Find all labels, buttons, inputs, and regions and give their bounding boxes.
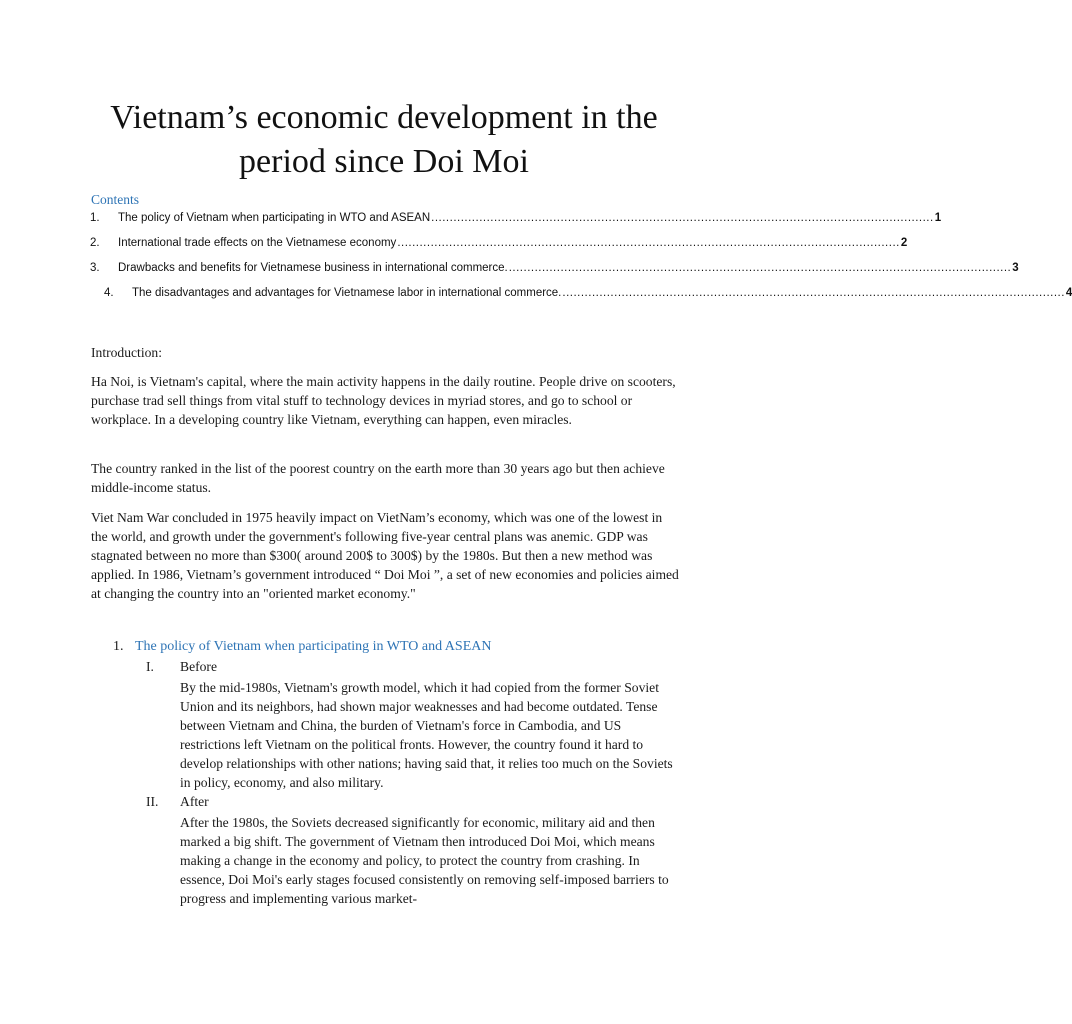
- toc-entry-text: International trade effects on the Vietnamese economy: [118, 237, 397, 249]
- document-title: Vietnam’s economic development in the period since Doi Moi: [110, 99, 658, 180]
- toc-entry-text: Drawbacks and benefits for Vietnamese business in international commerce.: [118, 262, 508, 274]
- intro-paragraph: Ha Noi, is Vietnam's capital, where the main activity happens in the daily routine. People drive on scooters, purchase trad sell things from vital stuff to technology devices in myriad stores, and go to school or workplace. In a developing country like Vietnam, everything can happen, even miracles.: [91, 374, 676, 427]
- subsection-number: II.: [146, 794, 159, 809]
- toc-entry[interactable]: [104, 287, 1072, 299]
- toc-entry-text: The policy of Vietnam when participating in WTO and ASEAN: [118, 212, 431, 224]
- subsection-paragraph: After the 1980s, the Soviets decreased significantly for economic, military aid and then marked a big shift. The government of Vietnam then introduced Doi Moi, which means making a change in the economy and policy, to protect the country from crashing. In essence, Doi Moi's early stages focused consistently on removing self-imposed barriers to progress and implementing various market-: [180, 815, 669, 906]
- toc-entry-number: 3.: [90, 262, 100, 274]
- toc-entry-number: 2.: [90, 237, 100, 249]
- subsection-title: Before: [180, 659, 217, 674]
- toc-entry-page: 4: [1065, 287, 1072, 299]
- intro-heading: Introduction:: [91, 345, 162, 360]
- section-number: 1.: [113, 639, 124, 654]
- toc-leader-dots: ........................................................................................................................................: [508, 262, 1012, 274]
- toc-entry-text: The disadvantages and advantages for Vietnamese labor in international commerce.: [132, 287, 562, 299]
- toc-leader-dots: ........................................................................................................................................: [431, 212, 934, 224]
- subsection-title: After: [180, 794, 209, 809]
- subsection-number: I.: [146, 659, 154, 674]
- subsection-paragraph: By the mid-1980s, Vietnam's growth model, which it had copied from the former Soviet Union and its neighbors, had shown major weaknesses and had become outdated. Tense between Vietnam and China, the burden of Vietnam's force in Cambodia, and US restrictions left Vietnam on the political fronts. However, the country found it hard to develop relationships with other nations; having said that, it relies too much on the Soviets in policy, economy, and also military.: [180, 680, 673, 790]
- toc-entry[interactable]: [90, 212, 942, 224]
- toc-entry[interactable]: [90, 262, 1019, 274]
- toc-entry[interactable]: [90, 237, 908, 249]
- toc-leader-dots: ........................................................................................................................................: [397, 237, 900, 249]
- section-heading[interactable]: [113, 639, 491, 655]
- intro-paragraph: Viet Nam War concluded in 1975 heavily impact on VietNam’s economy, which was one of the lowest in the world, and growth under the government's following five-year central plans was anemic. GDP was stagnated between no more than $300( around 200$ to 300$) by the 1980s. But then a new method was applied. In 1986, Vietnam’s government introduced “ Doi Moi ”, a set of new economies and policies aimed at changing the country into an "oriented market economy.": [91, 510, 679, 601]
- toc-entry-page: 2: [900, 237, 908, 249]
- section-title: The policy of Vietnam when participating in WTO and ASEAN: [135, 639, 492, 654]
- contents-heading[interactable]: Contents: [91, 192, 140, 207]
- toc-leader-dots: ........................................................................................................................................: [562, 287, 1065, 299]
- toc-entry-number: 1.: [90, 212, 100, 224]
- intro-paragraph: The country ranked in the list of the poorest country on the earth more than 30 years ago but then achieve middle-income status.: [91, 461, 665, 495]
- toc-entry-page: 3: [1012, 262, 1019, 274]
- toc-entry-number: 4.: [104, 287, 114, 299]
- toc-entry-page: 1: [934, 212, 942, 224]
